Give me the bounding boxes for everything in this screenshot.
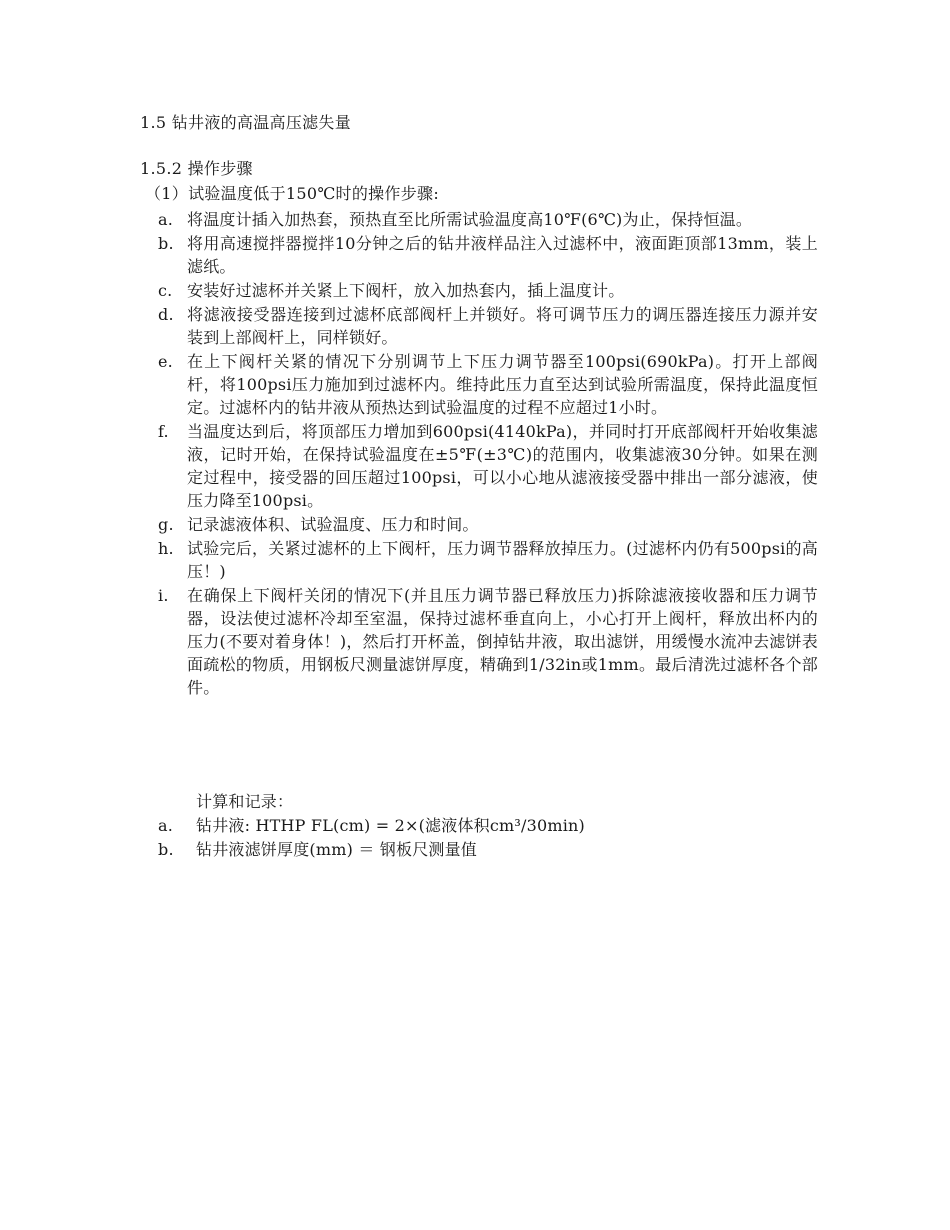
step-marker: b. [158, 234, 174, 253]
calculation-formula: 钻井液滤饼厚度(mm) ＝ 钢板尺测量值 [196, 840, 478, 859]
step-item [158, 420, 818, 512]
step-item [158, 513, 818, 536]
step-marker: a. [158, 210, 174, 229]
condition-heading: （1）试验温度低于150℃时的操作步骤: [145, 184, 440, 203]
step-item [158, 584, 818, 699]
calculation-title: 计算和记录： [196, 792, 294, 811]
step-item [158, 303, 818, 349]
step-item [158, 279, 818, 302]
step-text: 将用高速搅拌器搅拌10分钟之后的钻井液样品注入过滤杯中，液面距顶部13mm，装上滤纸。 [187, 234, 818, 276]
step-item [158, 537, 818, 583]
calculation-marker: a. [158, 816, 174, 835]
step-text: 试验完后，关紧过滤杯的上下阀杆，压力调节器释放掉压力。(过滤杯内仍有500psi的高压！) [187, 539, 818, 581]
step-text: 安装好过滤杯并关紧上下阀杆，放入加热套内，插上温度计。 [187, 281, 625, 300]
step-text: 将滤液接受器连接到过滤杯底部阀杆上并锁好。将可调节压力的调压器连接压力源并安装到上部阀杆上，同样锁好。 [187, 305, 818, 347]
calculation-formula: 钻井液: HTHP FL(cm) = 2×(滤液体积cm³/30min) [196, 816, 585, 835]
step-text: 在上下阀杆关紧的情况下分别调节上下压力调节器至100psi(690kPa)。打开上部阀杆，将100psi压力施加到过滤杯内。维持此压力直至达到试验所需温度，保持此温度恒定。过滤杯内的钻井液从预热达到试验温度的过程不应超过1小时。 [187, 352, 818, 417]
step-item [158, 350, 818, 419]
calculation-row [158, 838, 818, 861]
calculation-marker: b. [158, 840, 174, 859]
step-text: 在确保上下阀杆关闭的情况下(并且压力调节器已释放压力)拆除滤液接收器和压力调节器，设法使过滤杯冷却至室温，保持过滤杯垂直向上，小心打开上阀杆，释放出杯内的压力(不要对着身体！)，然后打开杯盖，倒掉钻井液，取出滤饼，用缓慢水流冲去滤饼表面疏松的物质，用钢板尺测量滤饼厚度，精确到1/32in或1mm。最后清洗过滤杯各个部件。 [187, 586, 818, 697]
step-marker: c. [158, 281, 173, 300]
step-marker: h. [158, 539, 174, 558]
step-item [158, 208, 818, 231]
step-item [158, 232, 818, 278]
procedure-steps [158, 208, 818, 700]
subsection-title: 1.5.2 操作步骤 [140, 159, 253, 178]
step-marker: f. [158, 422, 169, 441]
calculation-row [158, 814, 818, 837]
step-marker: d. [158, 305, 174, 324]
step-marker: i. [158, 586, 169, 605]
step-text: 记录滤液体积、试验温度、压力和时间。 [187, 515, 479, 534]
step-text: 当温度达到后，将顶部压力增加到600psi(4140kPa)，并同时打开底部阀杆开始收集滤液，记时开始，在保持试验温度在±5℉(±3℃)的范围内，收集滤液30分钟。如果在测定过程中，接受器的回压超过100psi，可以小心地从滤液接受器中排出一部分滤液，使压力降至100psi。 [187, 422, 818, 510]
step-marker: e. [158, 352, 173, 371]
section-title: 1.5 钻井液的高温高压滤失量 [140, 113, 352, 132]
step-text: 将温度计插入加热套，预热直至比所需试验温度高10℉(6℃)为止，保持恒温。 [187, 210, 753, 229]
step-marker: g. [158, 515, 174, 534]
calculation-section [158, 790, 818, 862]
